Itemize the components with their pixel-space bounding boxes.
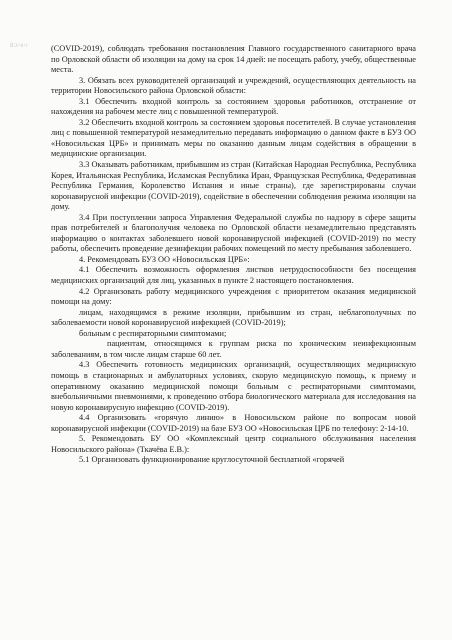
paragraph-4: 4. Рекомендовать БУЗ ОО «Новосильская ЦРБ»: [79,254,250,264]
paragraph-4-2: 4.2 Организовать работу медицинского учреждения с приоритетом оказания медицинской помощи на дому: [51,286,416,307]
paragraph-covid-isolation: (COVID-2019), соблюдать требования постановления Главного государственного санитарного врача по Орловской области об изоляции на дому на срок 14 дней: не посещать работу, учебу, общественные места. [51,44,416,75]
paragraph-5-1: 5.1 Организовать функционирование круглосуточной бесплатной «горячей [79,455,345,465]
paragraph-4-3: 4.3 Обеспечить готовность медицинских организаций, осуществляющих медицинскую помощь в стационарных и амбулаторных условиях, скорую медицинскую помощь, к приему и оперативному оказанию медицинской помощи больным с респираторными симптомами, внебольничными пневмониями, к проведению отбора биологического материала для исследования на новую коронавирусную инфекцию (COVID-2019). [51,360,416,412]
paragraph-3-3: 3.3 Оказывать работникам, прибывшим из стран (Китайская Народная Республика, Республика Корея, Итальянская Республика, Исламская Республика Иран, Французская Республика, Федеративная Республика Германия, Королевство Испания и иные страны), где зарегистрированы случаи коронавирусной инфекции (COVID-2019), содействие в обеспечении соблюдения режима изоляции на дому. [51,160,417,212]
paragraph-3-2: 3.2 Обеспечить входной контроль за состоянием здоровья посетителей. В случае установления лиц с повышенной температурой незамедлительно передавать информацию о данном факте в БУЗ ОО «Новосильская ЦРБ» и принимать меры по оказанию данным лицам содействия в обращении в медицинские организации. [51,117,416,159]
paragraph-3-4: 3.4 При поступлении запроса Управления Федеральной службы по надзору в сфере защиты прав потребителей и благополучия человека по Орловской области незамедлительно представлять информацию о контактах заболевшего новой коронавирусной инфекцией (COVID-2019) по месту работы, обеспечить проведение дезинфекции рабочих помещений по месту пребывания заболевшего. [51,212,416,254]
paragraph-3: 3. Обязать всех руководителей организаций и учреждений, осуществляющих деятельность на территории Новосильского района Орловской области: [51,75,416,96]
paragraph-4-2-item-2: больным с респираторными симптомами; [79,328,227,338]
paragraph-4-1: 4.1 Обеспечить возможность оформления листков нетрудоспособности без посещения медицинских организаций для лиц, указанных в пункте 2 настоящего постановления. [51,265,416,286]
document-body [51,44,416,466]
margin-handwritten-mark: ЙЭ^8/г [10,44,29,49]
paragraph-4-4: 4.4 Организовать «горячую линию» в Новосильском районе по вопросам новой коронавирусной инфекции (COVID-2019) на базе БУЗ ОО «Новосильская ЦРБ по телефону: 2-14-10. [51,413,416,433]
paragraph-3-1: 3.1 Обеспечить входной контроль за состоянием здоровья работников, отстранение от нахождения на рабочем месте лиц с повышенной температурой. [51,96,416,117]
paragraph-4-2-item-1: лицам, находящимся в режиме изоляции, прибывшим из стран, неблагополучных по заболеваемости новой коронавирусной инфекцией (COVID-2019); [51,307,416,328]
paragraph-4-2-item-3: пациентам, относящимся к группам риска по хроническим неинфекционным заболеваниям, в том числе лицам старше 60 лет. [51,339,416,359]
paragraph-5: 5. Рекомендовать БУ ОО «Комплексный центр социального обслуживания населения Новосильского района» (Ткачёва Е.В.): [51,434,416,454]
